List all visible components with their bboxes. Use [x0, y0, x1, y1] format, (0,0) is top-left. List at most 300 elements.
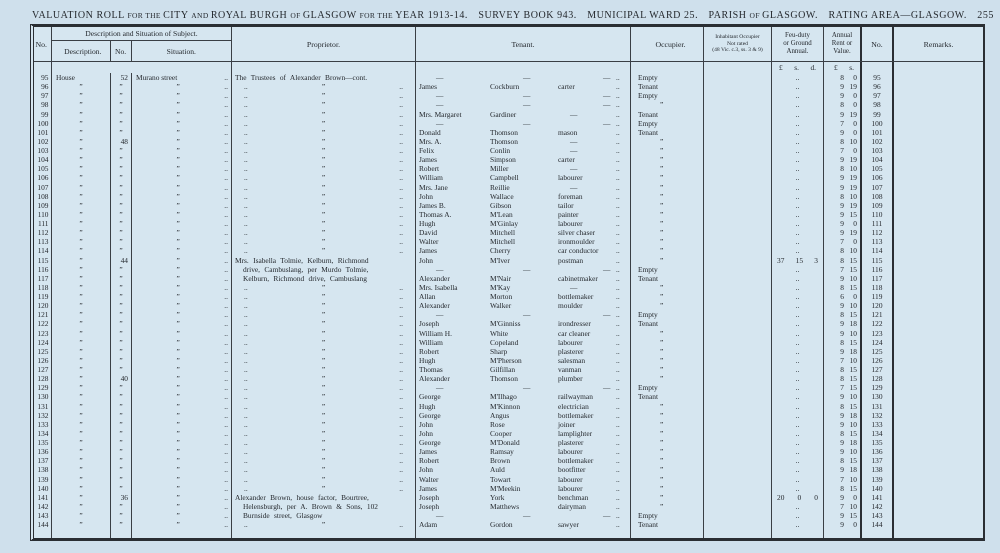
row-number-right: 142	[862, 502, 894, 511]
situation-cell	[132, 319, 232, 328]
inhabitant-occupier-cell	[704, 356, 772, 365]
occupier-cell: ”	[631, 438, 704, 447]
feu-duty-cell: ..	[772, 228, 824, 237]
inhabitant-occupier-cell	[704, 192, 772, 201]
row-number-right: 128	[862, 374, 894, 383]
description-cell: ”	[52, 265, 111, 274]
street-number-cell	[111, 529, 132, 538]
remarks-cell	[894, 347, 983, 356]
feu-duty-cell: ..	[772, 520, 824, 529]
rent-pounds: 9	[840, 91, 844, 101]
street-number-cell: ”	[111, 447, 132, 456]
tenant-surname: —	[523, 383, 531, 393]
header-feu-line1: Feu-duty	[785, 32, 810, 40]
rent-cell	[824, 201, 862, 210]
ditto-dots: ..	[616, 73, 620, 82]
rent-shillings: 15	[849, 310, 857, 320]
remarks-cell	[894, 173, 983, 182]
tenant-cell	[416, 310, 631, 319]
row-number-right: 104	[862, 155, 894, 164]
feu-duty-cell: ..	[772, 374, 824, 383]
occupier-cell: Tenant	[631, 274, 704, 283]
table-row	[34, 383, 983, 392]
tenant-first-name: Joseph	[419, 492, 440, 502]
rent-pounds: 8	[840, 164, 844, 174]
feu-duty-cell: ..	[772, 301, 824, 310]
row-number-right: 103	[862, 146, 894, 155]
rent-pounds: 9	[840, 182, 844, 192]
remarks-cell	[894, 100, 983, 109]
tenant-first-name: Allan	[419, 292, 436, 301]
row-number-left: 108	[34, 192, 52, 201]
tenant-cell	[416, 447, 631, 456]
occupier-cell: ”	[631, 201, 704, 210]
header-feu-duty	[772, 27, 824, 61]
inhabitant-occupier-cell	[704, 119, 772, 128]
rent-cell	[824, 465, 862, 474]
rent-cell	[824, 347, 862, 356]
feu-duty-cell: ..	[772, 411, 824, 420]
street-number-cell: ”	[111, 119, 132, 128]
remarks-cell	[894, 465, 983, 474]
description-cell: ”	[52, 402, 111, 411]
row-number-right: 137	[862, 456, 894, 465]
street-number-cell: ”	[111, 210, 132, 219]
inhabitant-occupier-cell	[704, 73, 772, 82]
row-number-left: 136	[34, 447, 52, 456]
remarks-cell	[894, 137, 983, 146]
description-cell: ”	[52, 338, 111, 347]
proprietor-cell: .. ” ..	[232, 100, 416, 109]
rent-cell	[824, 484, 862, 493]
rent-shillings: 19	[849, 228, 857, 238]
tenant-surname: Auld	[490, 465, 505, 475]
feu-duty-cell: ..	[772, 347, 824, 356]
rent-cell	[824, 310, 862, 319]
rent-cell	[824, 511, 862, 520]
rent-cell	[824, 237, 862, 246]
rent-shillings: 18	[849, 465, 857, 475]
proprietor-cell: Burnside street, Glasgow	[232, 511, 416, 520]
ditto-dots: ..	[616, 91, 620, 101]
inhabitant-occupier-cell	[704, 246, 772, 255]
rent-pounds: 9	[840, 346, 844, 356]
feu-duty-cell: ..	[772, 365, 824, 374]
tenant-cell	[416, 119, 631, 128]
tenant-cell	[416, 438, 631, 447]
table-row	[34, 128, 983, 137]
rent-shillings: 15	[849, 511, 857, 520]
description-cell: ”	[52, 155, 111, 164]
rent-pounds: 9	[840, 155, 844, 165]
inhabitant-occupier-cell	[704, 429, 772, 438]
description-cell: ”	[52, 520, 111, 529]
rent-shillings	[844, 529, 857, 538]
ditto-dots: ..	[616, 511, 620, 520]
row-number-right: 124	[862, 338, 894, 347]
tenant-occupation: —	[603, 383, 611, 393]
ditto-dots: ..	[616, 474, 620, 484]
rent-shillings: 0	[853, 237, 857, 247]
tenant-occupation: silver chaser	[558, 228, 596, 238]
ditto-dots: ..	[616, 346, 620, 356]
proprietor-cell: .. ” ..	[232, 91, 416, 100]
situation-cell	[132, 119, 232, 128]
situation-text: ”	[176, 492, 180, 502]
table-row	[34, 402, 983, 411]
rent-pounds: 8	[840, 136, 844, 146]
ditto-dots: ..	[224, 228, 228, 238]
proprietor-cell: .. ” ..	[232, 201, 416, 210]
table-row	[34, 265, 983, 274]
ditto-dots: ..	[616, 310, 620, 320]
remarks-cell	[894, 237, 983, 246]
rent-shillings: 10	[849, 164, 857, 174]
proprietor-cell: .. ” ..	[232, 119, 416, 128]
inhabitant-occupier-cell	[704, 374, 772, 383]
remarks-cell	[894, 292, 983, 301]
ditto-dots: ..	[616, 337, 620, 347]
remarks-cell	[894, 310, 983, 319]
rent-cell	[824, 219, 862, 228]
situation-text: ”	[176, 255, 180, 265]
situation-cell	[132, 265, 232, 274]
ditto-dots: ..	[616, 264, 620, 274]
occupier-cell: ”	[631, 429, 704, 438]
ditto-dots: ..	[616, 164, 620, 174]
remarks-cell	[894, 164, 983, 173]
proprietor-cell: .. ” ..	[232, 429, 416, 438]
rent-pounds: 9	[840, 82, 844, 92]
situation-text: ”	[176, 109, 180, 119]
rent-pounds: 9	[840, 511, 844, 520]
tenant-surname: Sharp	[490, 346, 508, 356]
tenant-cell	[416, 392, 631, 401]
inhabitant-occupier-cell	[704, 164, 772, 173]
currency-subrow	[34, 62, 983, 73]
tenant-surname: Rose	[490, 419, 505, 429]
table-row	[34, 429, 983, 438]
rent-shillings: 0	[853, 146, 857, 155]
rent-pounds: 7	[840, 501, 844, 511]
feu-duty-cell: ..	[772, 119, 824, 128]
ditto-dots: ..	[224, 246, 228, 256]
ditto-dots: ..	[616, 492, 620, 502]
remarks-cell	[894, 383, 983, 392]
situation-cell	[132, 128, 232, 137]
rent-pounds: 8	[840, 191, 844, 201]
feu-duty-cell: ..	[772, 329, 824, 338]
ditto-dots: ..	[616, 374, 620, 384]
rent-pounds: 7	[840, 237, 844, 247]
situation-cell	[132, 520, 232, 529]
situation-cell	[132, 210, 232, 219]
tenant-occupation: —	[570, 282, 578, 292]
feu-duty-cell: ..	[772, 201, 824, 210]
row-number-right: 120	[862, 301, 894, 310]
occupier-cell: ”	[631, 502, 704, 511]
proprietor-cell: .. ” ..	[232, 164, 416, 173]
ditto-dots: ..	[616, 501, 620, 511]
row-number-left: 117	[34, 274, 52, 283]
ditto-dots: ..	[616, 228, 620, 238]
rent-shillings: 19	[849, 200, 857, 210]
ditto-dots: ..	[224, 255, 228, 265]
table-row	[34, 183, 983, 192]
description-cell: ”	[52, 392, 111, 401]
rent-shillings: 0	[853, 127, 857, 137]
row-number-right: 107	[862, 183, 894, 192]
tenant-occupation: bottlemaker	[558, 456, 594, 466]
situation-cell	[132, 502, 232, 511]
tenant-cell	[416, 429, 631, 438]
tenant-cell	[416, 91, 631, 100]
tenant-surname: M'Kinnon	[490, 401, 521, 411]
remarks-cell	[894, 493, 983, 502]
situation-cell	[132, 529, 232, 538]
row-number-left	[34, 529, 52, 538]
feu-duty-cell: ..	[772, 146, 824, 155]
row-number-right: 112	[862, 228, 894, 237]
proprietor-cell: .. ” ..	[232, 438, 416, 447]
proprietor-cell: Kelburn, Richmond drive, Cambuslang	[232, 274, 416, 283]
occupier-cell: ”	[631, 493, 704, 502]
tenant-first-name: George	[419, 438, 441, 447]
feu-duty-cell: 20 0 0	[772, 493, 824, 502]
situation-text: ”	[176, 264, 180, 274]
row-number-right	[862, 529, 894, 538]
situation-text: ”	[176, 237, 180, 247]
ditto-dots: ..	[224, 511, 228, 520]
row-number-right: 119	[862, 292, 894, 301]
header-no-left: No.	[34, 27, 52, 61]
situation-text: ”	[176, 392, 180, 402]
proprietor-cell: .. ” ..	[232, 155, 416, 164]
table-row	[34, 347, 983, 356]
street-number-cell: ”	[111, 128, 132, 137]
proprietor-cell: .. ” ..	[232, 475, 416, 484]
tenant-occupation: labourer	[558, 219, 583, 228]
tenant-cell	[416, 520, 631, 529]
situation-text: ”	[176, 465, 180, 475]
street-number-cell: ”	[111, 456, 132, 465]
ditto-dots: ..	[224, 164, 228, 174]
situation-text: ”	[176, 365, 180, 374]
ditto-dots: ..	[224, 337, 228, 347]
header-occupier: Occupier.	[631, 27, 704, 61]
situation-text: ”	[176, 200, 180, 210]
tenant-cell	[416, 329, 631, 338]
tenant-cell	[416, 237, 631, 246]
occupier-cell: ”	[631, 347, 704, 356]
remarks-cell	[894, 429, 983, 438]
ditto-dots: ..	[224, 100, 228, 110]
tenant-first-name: Mrs. A.	[419, 136, 442, 146]
rent-cell	[824, 365, 862, 374]
tenant-surname: Wallace	[490, 191, 514, 201]
ditto-dots: ..	[224, 419, 228, 429]
rent-shillings: 19	[849, 109, 857, 119]
tenant-surname: Thomson	[490, 127, 518, 137]
tenant-surname: M'Lean	[490, 209, 513, 219]
tenant-surname: —	[523, 310, 531, 320]
table-row	[34, 520, 983, 529]
tenant-first-name: William	[419, 337, 443, 347]
situation-cell	[132, 429, 232, 438]
ditto-dots: ..	[616, 118, 620, 128]
description-cell: ”	[52, 210, 111, 219]
tenant-first-name: Thomas	[419, 365, 443, 374]
row-number-right: 118	[862, 283, 894, 292]
rent-cell	[824, 420, 862, 429]
valuation-table	[30, 24, 985, 541]
inhabitant-occupier-cell	[704, 329, 772, 338]
rent-shillings: 10	[849, 273, 857, 283]
tenant-surname: Gardiner	[490, 109, 517, 119]
table-row	[34, 228, 983, 237]
ditto-dots: ..	[224, 438, 228, 447]
ditto-dots: ..	[224, 155, 228, 165]
ditto-dots: ..	[224, 483, 228, 493]
ditto-dots: ..	[616, 237, 620, 247]
street-number-cell: ”	[111, 310, 132, 319]
remarks-cell	[894, 319, 983, 328]
situation-text: ”	[176, 219, 180, 228]
description-cell: ”	[52, 128, 111, 137]
ditto-dots: ..	[224, 282, 228, 292]
table-row	[34, 447, 983, 456]
proprietor-cell: .. ” ..	[232, 237, 416, 246]
feu-duty-cell: ..	[772, 137, 824, 146]
title-segment: SURVEY BOOK 943.	[478, 10, 577, 21]
table-row	[34, 392, 983, 401]
row-number-left: 116	[34, 265, 52, 274]
row-number-right: 110	[862, 210, 894, 219]
description-cell: ”	[52, 283, 111, 292]
proprietor-cell: .. ” ..	[232, 520, 416, 529]
rent-cell	[824, 283, 862, 292]
situation-text: ”	[176, 173, 180, 183]
table-row	[34, 365, 983, 374]
row-number-right: 133	[862, 420, 894, 429]
rent-shillings: 10	[849, 355, 857, 365]
description-cell: ”	[52, 100, 111, 109]
proprietor-cell: .. ” ..	[232, 192, 416, 201]
street-number-cell: ”	[111, 219, 132, 228]
rent-pounds: 9	[840, 301, 844, 311]
situation-cell	[132, 511, 232, 520]
proprietor-cell: .. ” ..	[232, 246, 416, 255]
ditto-dots: ..	[616, 438, 620, 447]
row-number-left: 129	[34, 383, 52, 392]
header-annual-rent	[824, 27, 862, 61]
remarks-cell	[894, 110, 983, 119]
situation-text: ”	[176, 191, 180, 201]
proprietor-cell: .. ” ..	[232, 347, 416, 356]
situation-cell	[132, 246, 232, 255]
ditto-dots: ..	[616, 410, 620, 420]
table-row	[34, 493, 983, 502]
inhabitant-occupier-cell	[704, 383, 772, 392]
feu-duty-cell: ..	[772, 310, 824, 319]
rent-cell	[824, 110, 862, 119]
rent-cell	[824, 91, 862, 100]
situation-cell	[132, 219, 232, 228]
rent-cell	[824, 146, 862, 155]
occupier-cell: ”	[631, 465, 704, 474]
tenant-occupation: —	[603, 100, 611, 110]
row-number-left: 126	[34, 356, 52, 365]
situation-text: ”	[176, 100, 180, 110]
tenant-occupation: plumber	[558, 374, 583, 384]
street-number-cell: ”	[111, 365, 132, 374]
inhabitant-occupier-cell	[704, 155, 772, 164]
rent-pounds: 9	[840, 465, 844, 475]
inhabitant-occupier-cell	[704, 256, 772, 265]
inhabitant-occupier-cell	[704, 465, 772, 474]
proprietor-cell: .. ” ..	[232, 447, 416, 456]
remarks-cell	[894, 447, 983, 456]
ditto-dots: ..	[616, 136, 620, 146]
ditto-dots: ..	[616, 200, 620, 210]
proprietor-cell: Helensburgh, per A. Brown & Sons, 102	[232, 502, 416, 511]
street-number-cell: ”	[111, 237, 132, 246]
tenant-first-name: —	[436, 73, 444, 82]
tenant-occupation: cabinetmaker	[558, 273, 598, 283]
tenant-cell	[416, 164, 631, 173]
inhabitant-occupier-cell	[704, 502, 772, 511]
description-cell: ”	[52, 356, 111, 365]
row-number-left: 112	[34, 228, 52, 237]
tenant-first-name: Donald	[419, 127, 441, 137]
table-row	[34, 155, 983, 164]
occupier-cell: ”	[631, 475, 704, 484]
rent-cell	[824, 274, 862, 283]
inhabitant-occupier-cell	[704, 493, 772, 502]
rent-shillings: 0	[853, 219, 857, 228]
table-row	[34, 210, 983, 219]
rent-cell	[824, 502, 862, 511]
rent-pounds: 7	[840, 118, 844, 128]
row-number-right: 99	[862, 110, 894, 119]
proprietor-cell: .. ” ..	[232, 392, 416, 401]
proprietor-cell: .. ” ..	[232, 228, 416, 237]
description-cell: ”	[52, 411, 111, 420]
row-number-left: 115	[34, 256, 52, 265]
table-row	[34, 137, 983, 146]
rent-cell	[824, 73, 862, 82]
proprietor-cell: .. ” ..	[232, 146, 416, 155]
situation-text: ”	[176, 355, 180, 365]
rent-cell	[824, 329, 862, 338]
tenant-first-name: —	[436, 118, 444, 128]
table-row	[34, 237, 983, 246]
situation-cell	[132, 137, 232, 146]
ditto-dots: ..	[224, 428, 228, 438]
inhabitant-occupier-cell	[704, 91, 772, 100]
feu-duty-cell: ..	[772, 283, 824, 292]
tenant-occupation: vanman	[558, 365, 582, 374]
proprietor-cell: .. ” ..	[232, 82, 416, 91]
ditto-dots: ..	[616, 100, 620, 110]
rent-pounds: 8	[840, 337, 844, 347]
rent-pounds: 9	[840, 273, 844, 283]
rent-shillings: 10	[849, 301, 857, 311]
street-number-cell: 44	[111, 256, 132, 265]
street-number-cell: ”	[111, 183, 132, 192]
remarks-cell	[894, 301, 983, 310]
tenant-cell	[416, 265, 631, 274]
